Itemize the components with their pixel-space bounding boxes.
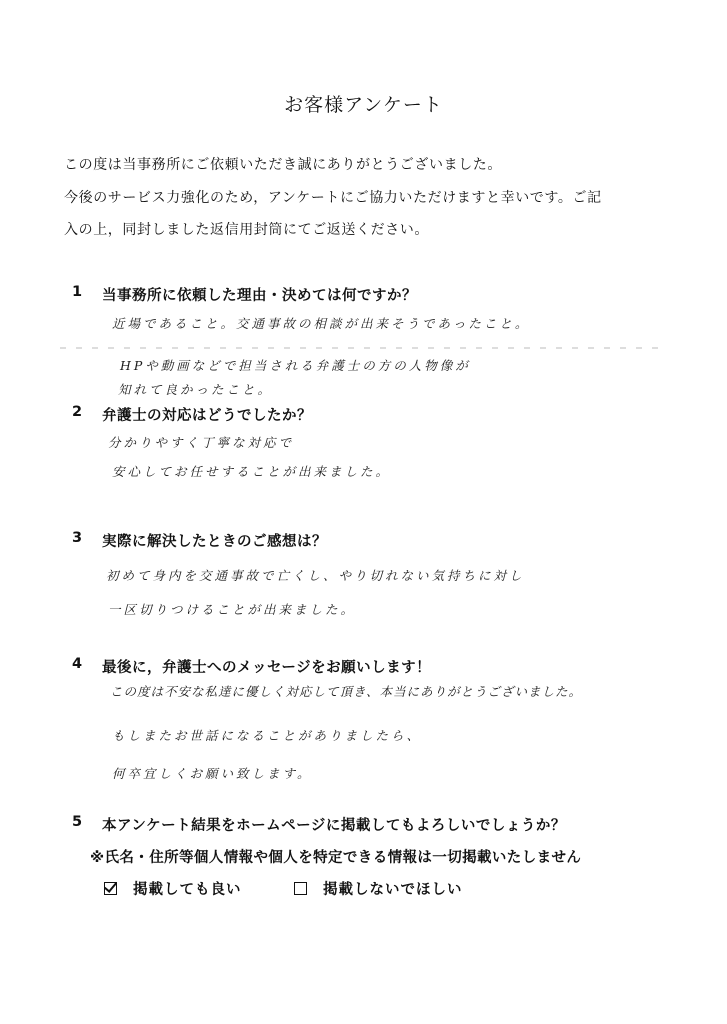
option-publish-no[interactable] [294,878,463,899]
answer-1-line-3: 知れて良かったこと。 [118,382,274,397]
question-4-number: 4 [72,656,83,672]
option-publish-ok-label: 掲載しても良い [133,882,242,898]
answer-1-line-2: HPや動画などで担当される弁護士の方の人物像が [120,358,471,373]
answer-1-line-1: 近場であること。交通事故の相談が出来そうであったこと。 [112,316,531,331]
question-2-text: 弁護士の対応はどうでしたか？ [102,408,312,424]
question-3-number: 3 [72,530,83,546]
checkbox-checked-icon[interactable] [104,882,117,895]
intro-line-2: 今後のサービス力強化のため，アンケートにご協力いただけますと幸いです。ご記 [64,190,602,206]
answer-4-line-3: 何卒宜しくお願い致します。 [112,766,313,781]
answer-4-line-1: この度は不安な私達に優しく対応して頂き、本当にありがとうございました。 [110,684,583,699]
scan-artifact-line [60,347,660,349]
question-5-number: 5 [72,814,83,830]
question-1-number: 1 [72,284,83,300]
answer-3-line-1: 初めて身内を交通事故で亡くし、やり切れない気持ちに対し [106,568,525,583]
option-publish-ok[interactable] [104,878,242,899]
question-1-text: 当事務所に依頼した理由・決めては何ですか？ [102,288,417,304]
question-5-text: 本アンケート結果をホームページに掲載してもよろしいでしょうか？ [102,818,566,834]
answer-4-line-2: もしまたお世話になることがありましたら、 [112,728,423,743]
answer-2-line-2: 安心してお任せすることが出来ました。 [112,464,392,479]
question-3-text: 実際に解決したときのご感想は？ [102,534,327,550]
page-title: お客様アンケート [284,94,443,116]
answer-3-line-2: 一区切りつけることが出来ました。 [108,602,357,617]
answer-2-line-1: 分かりやすく丁寧な対応で [108,435,295,450]
checkbox-empty-icon[interactable] [294,882,307,895]
intro-line-1: この度は当事務所にご依頼いただき誠にありがとうございました。 [64,157,502,173]
question-4-text: 最後に，弁護士へのメッセージをお願いします！ [102,660,432,676]
question-2-number: 2 [72,404,83,420]
intro-line-3: 入の上，同封しました返信用封筒にてご返送ください。 [64,222,429,238]
option-publish-no-label: 掲載しないでほしい [323,882,463,898]
privacy-note: ※氏名・住所等個人情報や個人を特定できる情報は一切掲載いたしません [90,850,582,866]
